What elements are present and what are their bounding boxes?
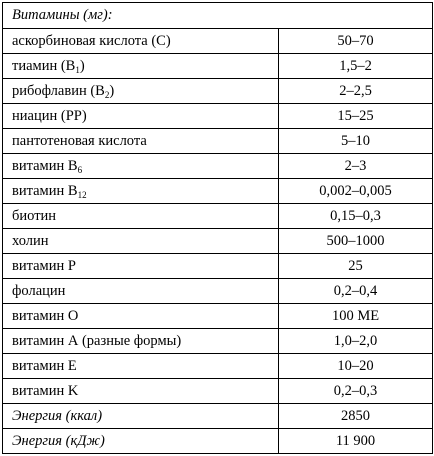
vitamin-value: 1,5–2 xyxy=(279,54,433,79)
table-row xyxy=(3,29,433,54)
energy-row xyxy=(3,404,433,429)
vitamin-value: 15–25 xyxy=(279,104,433,129)
vitamin-value: 2–2,5 xyxy=(279,79,433,104)
energy-value: 2850 xyxy=(279,404,433,429)
table-row xyxy=(3,379,433,404)
vitamin-value: 5–10 xyxy=(279,129,433,154)
vitamin-name: фолацин xyxy=(3,279,279,304)
vitamin-name: ниацин (PP) xyxy=(3,104,279,129)
vitamin-name: пантотеновая кислота xyxy=(3,129,279,154)
vitamin-name: рибофлавин $(B_2)$ xyxy=(3,79,279,104)
table-row xyxy=(3,154,433,179)
vitamin-value: 0,2–0,4 xyxy=(279,279,433,304)
energy-label: Энергия (кДж) xyxy=(3,429,279,454)
vitamin-value: 25 xyxy=(279,254,433,279)
vitamin-name: витамин K xyxy=(3,379,279,404)
table-row xyxy=(3,304,433,329)
energy-value: 11 900 xyxy=(279,429,433,454)
vitamin-value: 0,15–0,3 xyxy=(279,204,433,229)
energy-label: Энергия (ккал) xyxy=(3,404,279,429)
vitamin-name: витамин $B_{12}$ xyxy=(3,179,279,204)
table-row xyxy=(3,204,433,229)
table-row xyxy=(3,79,433,104)
table-row xyxy=(3,354,433,379)
vitamin-name: витамин P xyxy=(3,254,279,279)
vitamin-value: 0,2–0,3 xyxy=(279,379,433,404)
vitamin-value: 10–20 xyxy=(279,354,433,379)
energy-row xyxy=(3,429,433,454)
table-row xyxy=(3,279,433,304)
table-row xyxy=(3,329,433,354)
vitamin-name: витамин $B_6$ xyxy=(3,154,279,179)
table-row xyxy=(3,229,433,254)
vitamin-value: 1,0–2,0 xyxy=(279,329,433,354)
vitamin-name: витамин О xyxy=(3,304,279,329)
table-row xyxy=(3,179,433,204)
table-row xyxy=(3,129,433,154)
vitamin-value: 2–3 xyxy=(279,154,433,179)
vitamin-value: 50–70 xyxy=(279,29,433,54)
vitamin-value: 0,002–0,005 xyxy=(279,179,433,204)
vitamins-table xyxy=(2,2,433,454)
vitamin-name: тиамин $(B_1)$ xyxy=(3,54,279,79)
vitamin-name: биотин xyxy=(3,204,279,229)
table-row xyxy=(3,104,433,129)
table-row xyxy=(3,254,433,279)
table-header-row xyxy=(3,3,433,29)
vitamin-name: холин xyxy=(3,229,279,254)
table-row xyxy=(3,54,433,79)
vitamin-name: витамин А (разные формы) xyxy=(3,329,279,354)
vitamin-value: 500–1000 xyxy=(279,229,433,254)
vitamin-name: аскорбиновая кислота (С) xyxy=(3,29,279,54)
vitamin-value: 100 МЕ xyxy=(279,304,433,329)
table-header: Витамины (мг): xyxy=(3,3,433,29)
vitamin-name: витамин Е xyxy=(3,354,279,379)
